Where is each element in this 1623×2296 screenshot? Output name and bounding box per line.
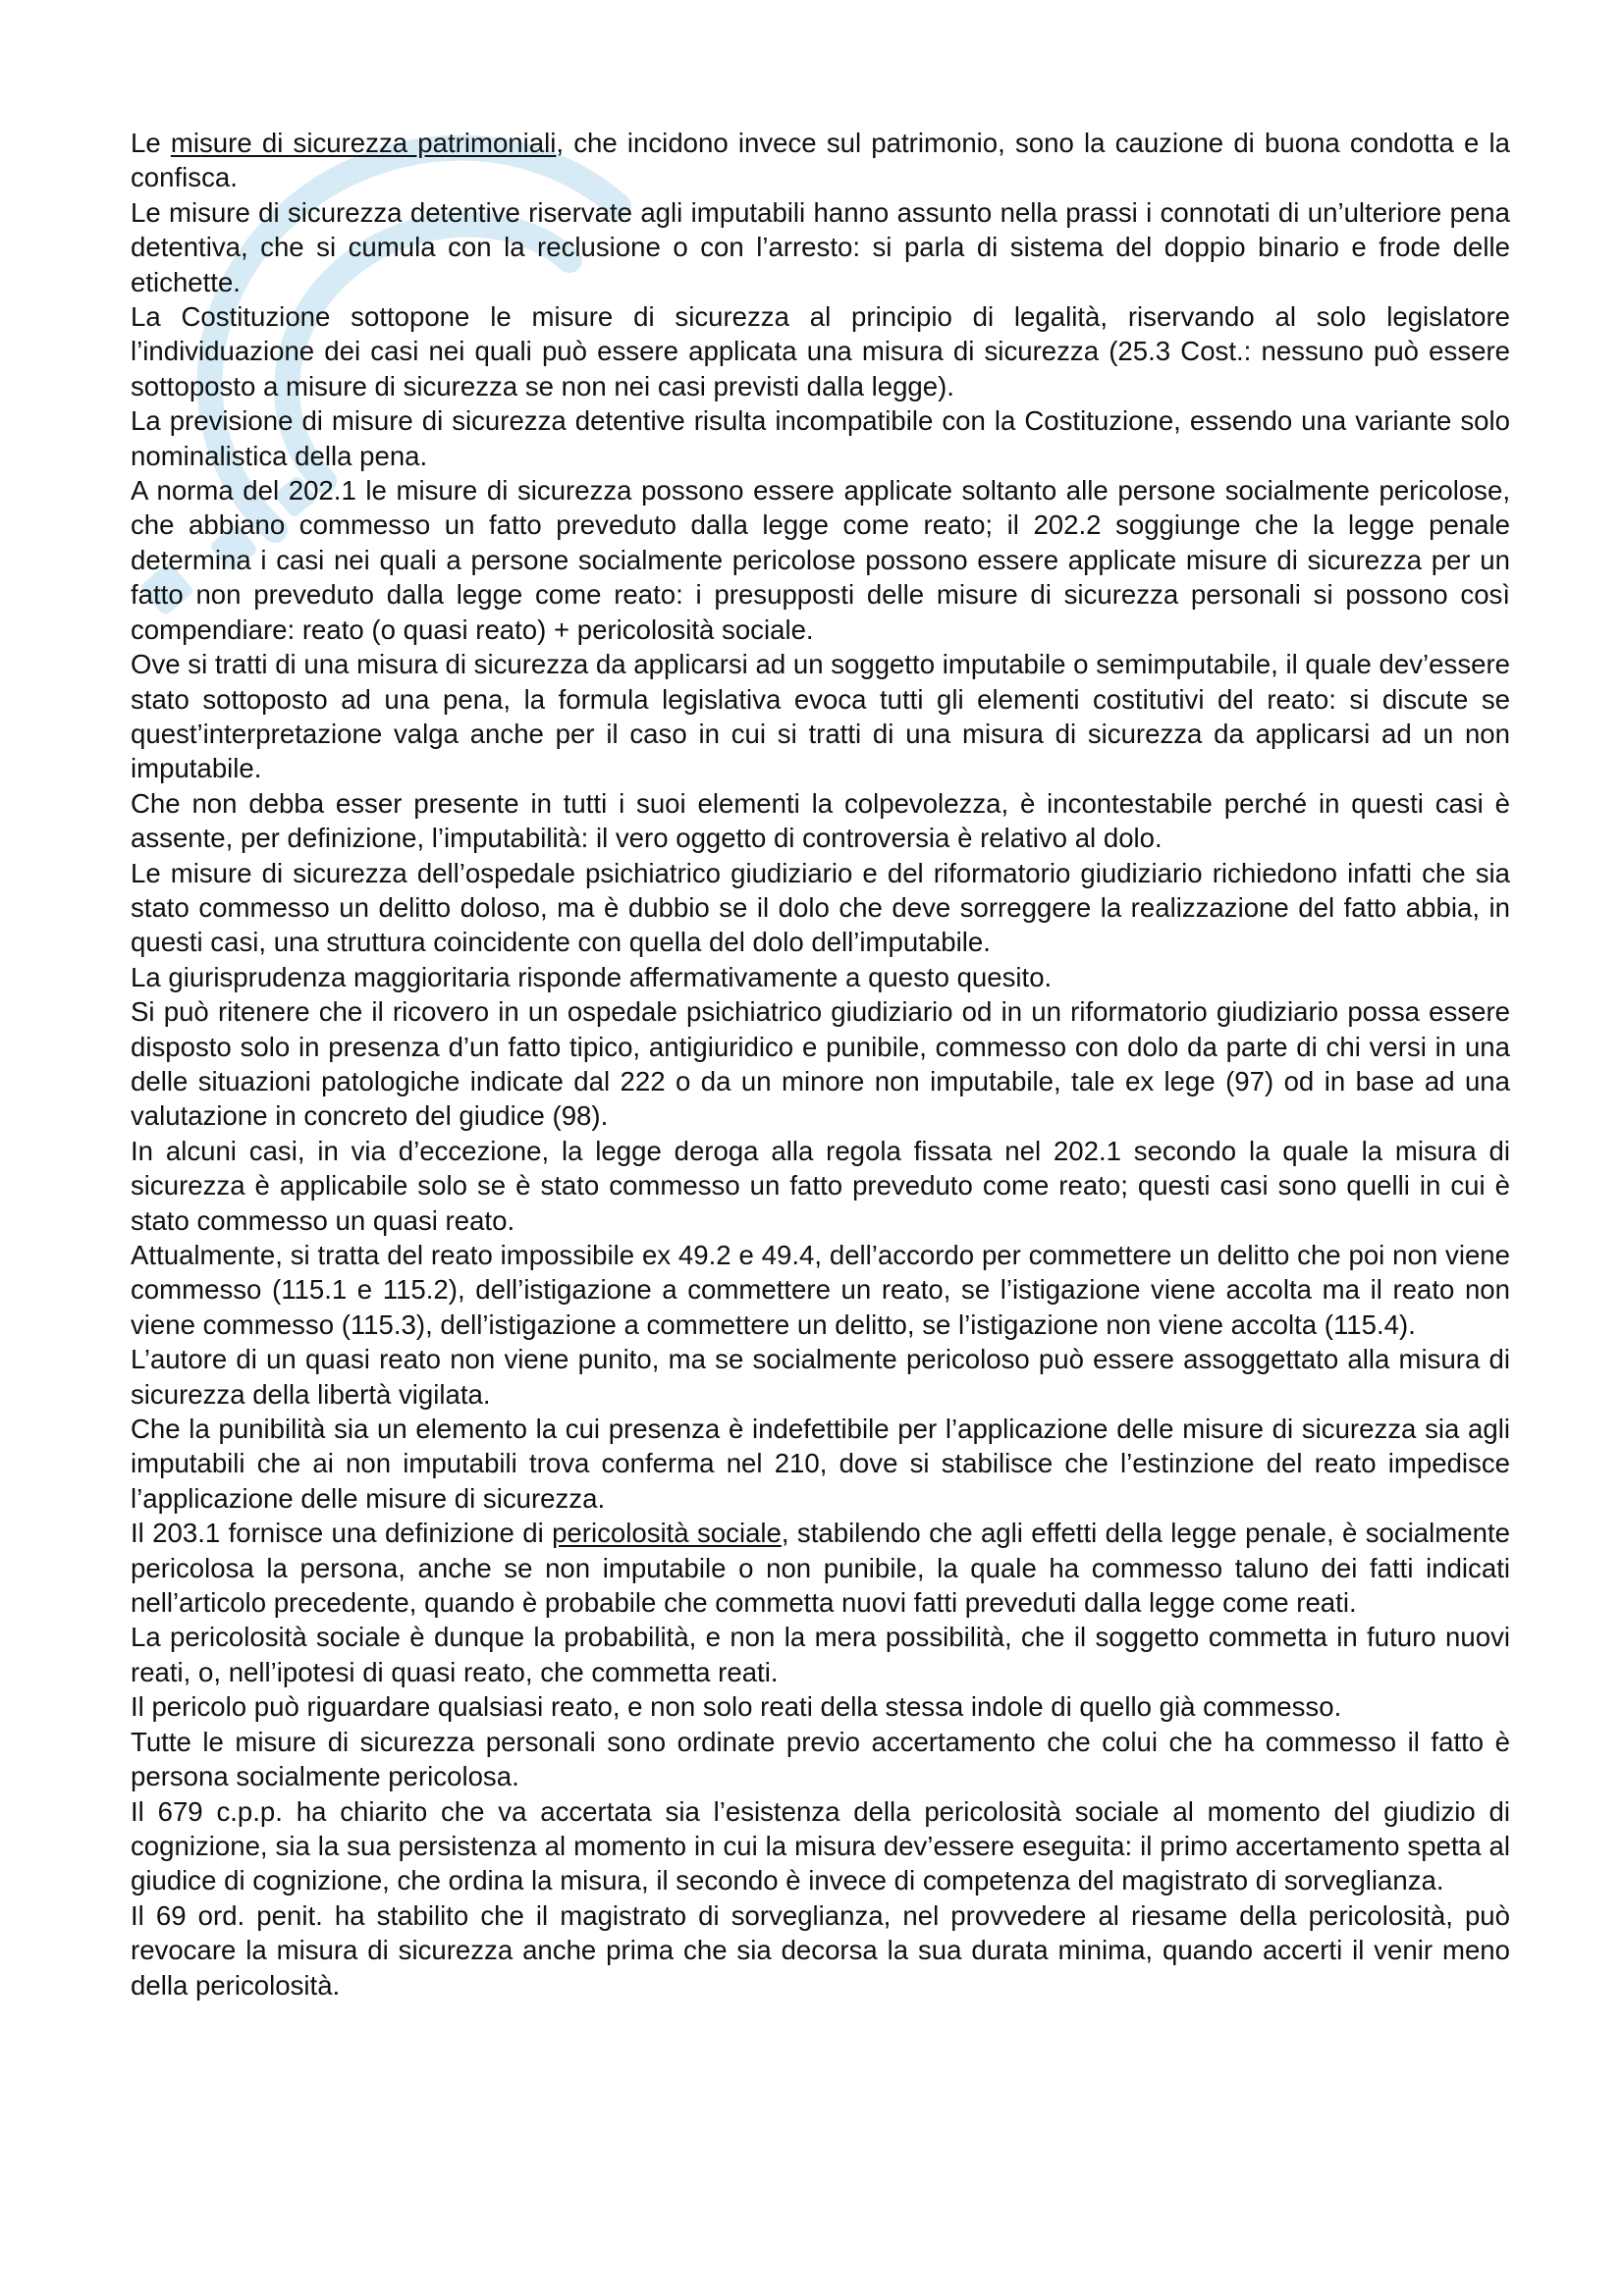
paragraph: Il 69 ord. penit. ha stabilito che il magistrato di sorveglianza, nel provvedere al riesame della pericolosità, può revocare la misura di sicurezza anche prima che sia decorsa la sua durata minima, quando accerti il venir meno della pericolosità.: [131, 1899, 1510, 2001]
underlined-term: misure di sicurezza patrimoniali: [170, 128, 557, 158]
paragraph: In alcuni casi, in via d’eccezione, la legge deroga alla regola fissata nel 202.1 secondo la quale la misura di sicurezza è applicabile solo se è stato commesso un fatto preveduto come reato; questi casi sono quelli in cui è stato commesso un quasi reato.: [131, 1135, 1510, 1236]
paragraph: La Costituzione sottopone le misure di sicurezza al principio di legalità, riservando al solo legislatore l’individuazione dei casi nei quali può essere applicata una misura di sicurezza (25.3 Cost.: nessuno può essere sottoposto a misure di sicurezza se non nei casi previsti dalla legge).: [131, 301, 1510, 401]
paragraph: Attualmente, si tratta del reato impossibile ex 49.2 e 49.4, dell’accordo per commettere un delitto che poi non viene commesso (115.1 e 115.2), dell’istigazione a commettere un reato, se l’istigazione viene accolta ma il reato non viene commesso (115.3), dell’istigazione a commettere un delitto, se l’istigazione non viene accolta (115.4).: [131, 1240, 1510, 1340]
paragraph: La giurisprudenza maggioritaria risponde affermativamente a questo quesito.: [131, 961, 1053, 992]
paragraph-misure-patrimoniali: Le misure di sicurezza patrimoniali, che incidono invece sul patrimonio, sono la cauzione di buona condotta e la confisca.: [131, 128, 1510, 193]
paragraph: La pericolosità sociale è dunque la probabilità, e non la mera possibilità, che il soggetto commetta in futuro nuovi reati, o, nell’ipotesi di quasi reato, che commetta reati.: [131, 1622, 1510, 1687]
paragraph: Ove si tratti di una misura di sicurezza da applicarsi ad un soggetto imputabile o semimputabile, il quale dev’essere stato sottoposto ad una pena, la formula legislativa evoca tutti gli elementi costitutivi del reato: si discute se quest’interpretazione valga anche per il caso in cui si tratti di una misura di sicurezza da applicarsi ad un non imputabile.: [131, 649, 1510, 784]
paragraph: Tutte le misure di sicurezza personali sono ordinate previo accertamento che colui che ha commesso il fatto è persona socialmente pericolosa.: [131, 1726, 1510, 1792]
paragraph: La previsione di misure di sicurezza detentive risulta incompatibile con la Costituzione, essendo una variante solo nominalistica della pena.: [131, 405, 1510, 471]
document-body: [131, 126, 1510, 2002]
paragraph: Che non debba esser presente in tutti i suoi elementi la colpevolezza, è incontestabile perché in questi casi è assente, per definizione, l’imputabilità: il vero oggetto di controversia è relativo al dolo.: [131, 787, 1510, 854]
underlined-term: pericolosità sociale: [552, 1518, 782, 1549]
paragraph: Si può ritenere che il ricovero in un ospedale psichiatrico giudiziario od in un riformatorio giudiziario possa essere disposto solo in presenza d’un fatto tipico, antigiuridico e punibile, commesso con dolo da parte di chi versi in una delle situazioni patologiche indicate dal 222 o da un minore non imputabile, tale ex lege (97) od in base ad una valutazione in concreto del giudice (98).: [131, 996, 1510, 1132]
paragraph: Le misure di sicurezza dell’ospedale psichiatrico giudiziario e del riformatorio giudiziario richiedono infatti che sia stato commesso un delitto doloso, ma è dubbio se il dolo che deve sorreggere la realizzazione del fatto abbia, in questi casi, una struttura coincidente con quella del dolo dell’imputabile.: [131, 857, 1510, 958]
paragraph: Il 679 c.p.p. ha chiarito che va accertata sia l’esistenza della pericolosità sociale al momento del giudizio di cognizione, sia la sua persistenza al momento in cui la misura dev’essere eseguita: il primo accertamento spetta al giudice di cognizione, che ordina la misura, il secondo è invece di competenza del magistrato di sorveglianza.: [131, 1795, 1510, 1896]
paragraph: A norma del 202.1 le misure di sicurezza possono essere applicate soltanto alle persone socialmente pericolose, che abbiano commesso un fatto preveduto dalla legge come reato; il 202.2 soggiunge che la legge penale determina i casi nei quali a persone socialmente pericolose possono essere applicate misure di sicurezza per un fatto non preveduto dalla legge come reato: i presupposti delle misure di sicurezza personali si possono così compendiare: reato (o quasi reato) + pericolosità sociale.: [131, 475, 1510, 645]
paragraph: Le misure di sicurezza detentive riservate agli imputabili hanno assunto nella prassi i connotati di un’ulteriore pena detentiva, che si cumula con la reclusione o con l’arresto: si parla di sistema del doppio binario e frode delle etichette.: [131, 196, 1510, 297]
paragraph-pericolosita-sociale: Il 203.1 fornisce una definizione di pericolosità sociale, stabilendo che agli effetti della legge penale, è socialmente pericolosa la persona, anche se non imputabile o non punibile, la quale ha commesso taluno dei fatti indicati nell’articolo precedente, quando è probabile che commetta nuovi fatti preveduti dalla legge come reati.: [131, 1518, 1510, 1619]
paragraph: L’autore di un quasi reato non viene punito, ma se socialmente pericoloso può essere assoggettato alla misura di sicurezza della libertà vigilata.: [131, 1344, 1510, 1410]
paragraph: Il pericolo può riguardare qualsiasi reato, e non solo reati della stessa indole di quello già commesso.: [131, 1691, 1342, 1723]
paragraph: Che la punibilità sia un elemento la cui presenza è indefettibile per l’applicazione delle misure di sicurezza sia agli imputabili che ai non imputabili trova conferma nel 210, dove si stabilisce che l’estinzione del reato impedisce l’applicazione delle misure di sicurezza.: [131, 1414, 1510, 1514]
